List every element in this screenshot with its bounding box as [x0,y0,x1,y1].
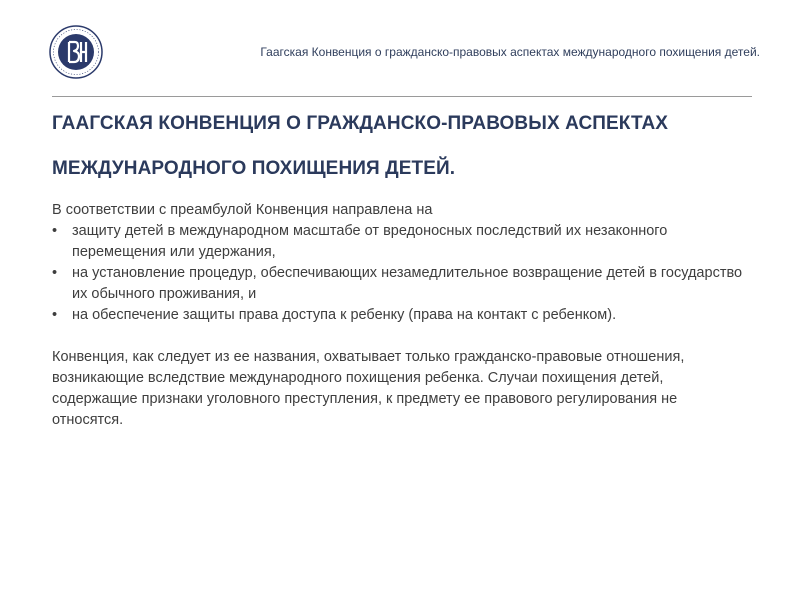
list-item [52,221,752,263]
university-emblem-icon [48,24,104,80]
bullet-icon: • [52,223,58,239]
bullet-list [52,221,752,326]
body-paragraph: Конвенция, как следует из ее названия, охватывает только гражданско-правовые отношения, возникающие вследствие международного похищения ребенка. Случаи похищения детей, содержащие признаки уголовного преступления, к предмету ее правового регулирования не относятся. [52,349,685,428]
slide-body [52,200,752,431]
intro-text: В соответствии с преамбулой Конвенция направлена на [52,202,433,218]
bullet-icon: • [52,265,58,281]
running-header-title: Гаагская Конвенция о гражданско-правовых аспектах международного похищения детей. [260,45,760,59]
header-divider [52,96,752,97]
list-item [52,305,752,326]
slide-title [52,101,752,191]
bullet-icon: • [52,307,58,323]
list-item [52,263,752,305]
bullet-text: на установление процедур, обеспечивающих незамедлительное возвращение детей в государство их обычного проживания, и [72,265,743,302]
slide-title-line-2: МЕЖДУНАРОДНОГО ПОХИЩЕНИЯ ДЕТЕЙ. [52,158,456,179]
bullet-text: на обеспечение защиты права доступа к ребенку (права на контакт с ребенком). [72,307,617,323]
slide-title-line-1: ГААГСКАЯ КОНВЕНЦИЯ О ГРАЖДАНСКО-ПРАВОВЫХ АСПЕКТАХ [52,113,669,134]
bullet-text: защиту детей в международном масштабе от вредоносных последствий их незаконного перемещения или удержания, [72,223,668,260]
